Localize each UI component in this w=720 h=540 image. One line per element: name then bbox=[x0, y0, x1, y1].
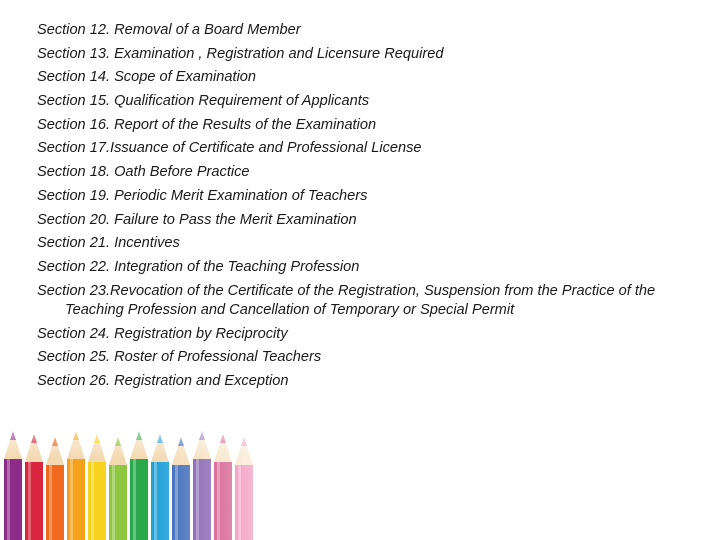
pencil bbox=[46, 437, 64, 540]
section-item: Section 23.Revocation of the Certificate of the Registration, Suspension from the Practice of the Teaching Profession and Cancellation of Temporary or Special Permit bbox=[37, 282, 656, 319]
section-item: Section 26. Registration and Exception bbox=[37, 373, 289, 390]
section-item: Section 13. Examination , Registration and Licensure Required bbox=[37, 45, 444, 62]
pencil bbox=[151, 434, 169, 540]
section-item: Section 14. Scope of Examination bbox=[37, 69, 257, 86]
section-item: Section 19. Periodic Merit Examination of Teachers bbox=[37, 187, 368, 204]
section-item: Section 20. Failure to Pass the Merit Examination bbox=[37, 211, 357, 228]
section-item: Section 21. Incentives bbox=[37, 235, 180, 252]
section-item: Section 18. Oath Before Practice bbox=[37, 164, 250, 181]
section-item: Section 17.Issuance of Certificate and Professional License bbox=[37, 140, 422, 157]
pencil bbox=[193, 431, 211, 540]
pencil bbox=[235, 437, 253, 540]
pencil bbox=[214, 434, 232, 540]
pencil bbox=[25, 434, 43, 540]
colored-pencils-image bbox=[0, 425, 260, 540]
section-item: Section 24. Registration by Reciprocity bbox=[37, 325, 288, 342]
section-item: Section 22. Integration of the Teaching Profession bbox=[37, 258, 360, 275]
section-item: Section 25. Roster of Professional Teachers bbox=[37, 349, 322, 366]
pencil bbox=[172, 437, 190, 540]
section-item: Section 15. Qualification Requirement of Applicants bbox=[37, 93, 370, 110]
section-item: Section 12. Removal of a Board Member bbox=[37, 22, 301, 38]
section-item: Section 16. Report of the Results of the Examination bbox=[37, 116, 377, 133]
pencil bbox=[67, 431, 85, 540]
pencil bbox=[130, 431, 148, 540]
pencil bbox=[4, 431, 22, 540]
section-list bbox=[37, 21, 697, 396]
pencil bbox=[88, 434, 106, 540]
pencil bbox=[109, 437, 127, 540]
